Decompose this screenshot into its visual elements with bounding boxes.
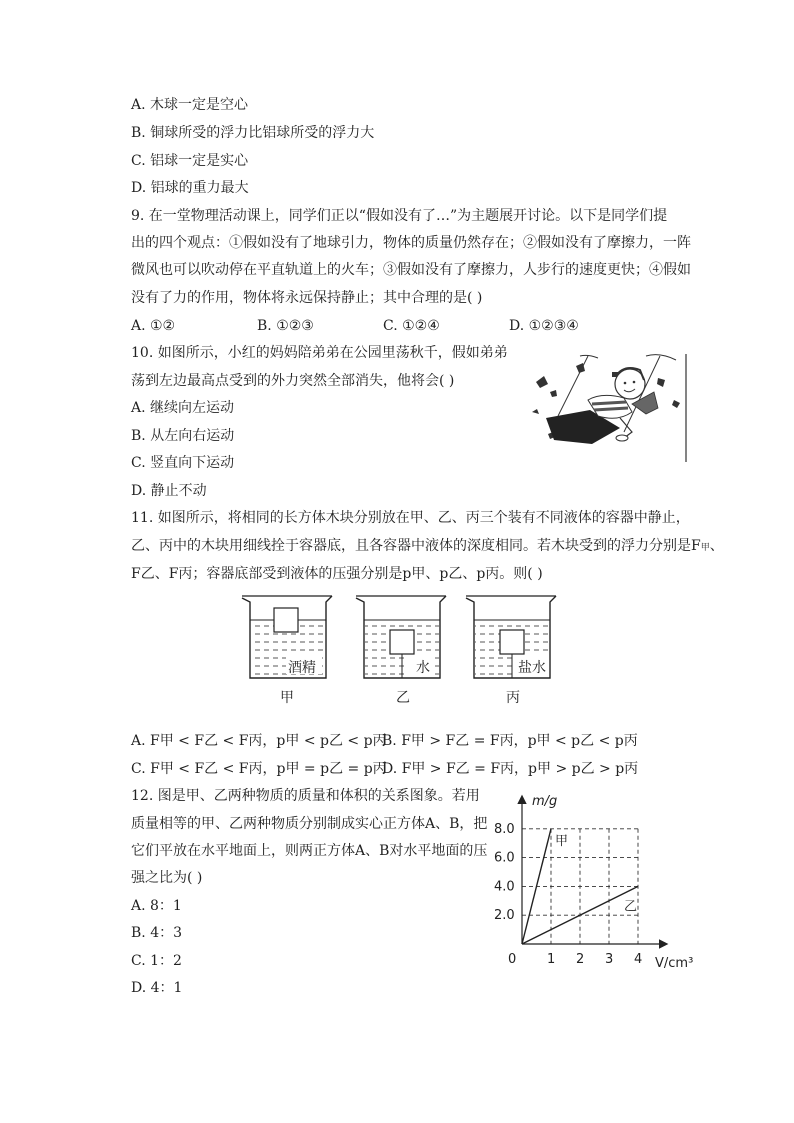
- q10-line-2: 荡到左边最高点受到的外力突然全部消失，他将会( ): [131, 373, 455, 389]
- q11-line-1: 11. 如图所示，将相同的长方体木块分别放在甲、乙、丙三个装有不同液体的容器中静止，: [131, 510, 690, 526]
- q11-line-2: [131, 536, 724, 558]
- q9-option-d: D. ①②③④: [509, 318, 579, 334]
- q9-option-b: B. ①②③: [257, 318, 314, 334]
- q9-option-c: C. ①②④: [383, 318, 440, 334]
- q11-line-2-end: 、: [709, 538, 724, 554]
- q9-line-3: 微风也可以吹动停在平直轨道上的火车；③假如没有了摩擦力，人步行的速度更快；④假如: [131, 262, 691, 278]
- q8-option-a: A. 木球一定是空心: [131, 97, 249, 113]
- container-label-bing: 丙: [506, 690, 520, 706]
- beaker-diagram: [236, 590, 566, 710]
- q11-line-2-subscript: 甲: [700, 543, 710, 553]
- q11-option-a: A. F甲 < F乙 < F丙，p甲 < p乙 < p丙: [131, 733, 387, 749]
- q8-option-b: B. 铜球所受的浮力比铝球所受的浮力大: [131, 125, 375, 141]
- y-tick-label: 6.0: [494, 850, 515, 866]
- q10-line-1: 10. 如图所示，小红的妈妈陪弟弟在公园里荡秋千，假如弟弟: [131, 345, 508, 361]
- q8-option-d: D. 铝球的重力最大: [131, 180, 249, 196]
- beaker-jia: [242, 596, 332, 678]
- x-tick-label: 2: [576, 952, 585, 967]
- q12-option-d: D. 4：1: [131, 980, 183, 996]
- q11-option-d: D. F甲 > F乙 = F丙，p甲 > p乙 > p丙: [382, 761, 639, 777]
- q9-line-1: 9. 在一堂物理活动课上，同学们正以“假如没有了…”为主题展开讨论。以下是同学们提: [131, 208, 668, 224]
- x-tick-label: 0: [508, 952, 517, 967]
- y-tick-label: 4.0: [494, 879, 515, 895]
- liquid-label-water: 水: [416, 660, 430, 676]
- beaker-yi: [356, 596, 446, 678]
- container-label-yi: 乙: [396, 690, 410, 706]
- q10-option-c: C. 竖直向下运动: [131, 455, 235, 471]
- q12-line-1: 12. 图是甲、乙两种物质的质量和体积的关系图象。若用: [131, 788, 480, 804]
- q12-option-b: B. 4：3: [131, 925, 183, 941]
- container-label-jia: 甲: [280, 690, 294, 706]
- q12-option-a: A. 8：1: [131, 898, 182, 914]
- series-label-yi: 乙: [624, 899, 638, 915]
- q12-line-4: 强之比为( ): [131, 870, 203, 886]
- q8-option-c: C. 铝球一定是实心: [131, 153, 249, 169]
- x-tick-label: 3: [605, 952, 614, 967]
- q9-line-4: 没有了力的作用，物体将永远保持静止；其中合理的是( ): [131, 290, 483, 306]
- liquid-label-alcohol: 酒精: [288, 660, 316, 676]
- q9-line-2: 出的四个观点：①假如没有了地球引力，物体的质量仍然存在；②假如没有了摩擦力，一阵: [131, 235, 691, 251]
- q12-line-2: 质量相等的甲、乙两种物质分别制成实心正方体A、B，把: [131, 816, 488, 832]
- x-tick-label: 4: [634, 952, 643, 967]
- q9-option-a: A. ①②: [131, 318, 176, 334]
- q11-line-2-text: 乙、丙中的木块用细线拴于容器底，且各容器中液体的深度相同。若木块受到的浮力分别是F: [131, 538, 701, 554]
- y-tick-label: 8.0: [494, 821, 515, 837]
- q10-option-d: D. 静止不动: [131, 483, 207, 499]
- q10-option-a: A. 继续向左运动: [131, 400, 235, 416]
- y-axis-label: m/g: [532, 794, 558, 809]
- q12-line-3: 它们平放在水平地面上，则两正方体A、B对水平地面的压: [131, 843, 488, 859]
- q11-line-3: F乙、F丙；容器底部受到液体的压强分别是p甲、p乙、p丙。则( ): [131, 566, 543, 582]
- q11-option-c: C. F甲 < F乙 < F丙，p甲 = p乙 = p丙: [131, 761, 387, 777]
- mass-volume-chart: [490, 785, 700, 975]
- q11-option-b: B. F甲 > F乙 = F丙，p甲 < p乙 < p丙: [382, 733, 638, 749]
- q10-option-b: B. 从左向右运动: [131, 428, 235, 444]
- x-axis-label: V/cm³: [655, 956, 694, 971]
- liquid-label-brine: 盐水: [518, 660, 546, 676]
- series-label-jia: 甲: [555, 833, 569, 849]
- q12-option-c: C. 1：2: [131, 953, 182, 969]
- y-tick-label: 2.0: [494, 908, 515, 924]
- x-tick-label: 1: [547, 952, 556, 967]
- swing-illustration: [528, 352, 690, 464]
